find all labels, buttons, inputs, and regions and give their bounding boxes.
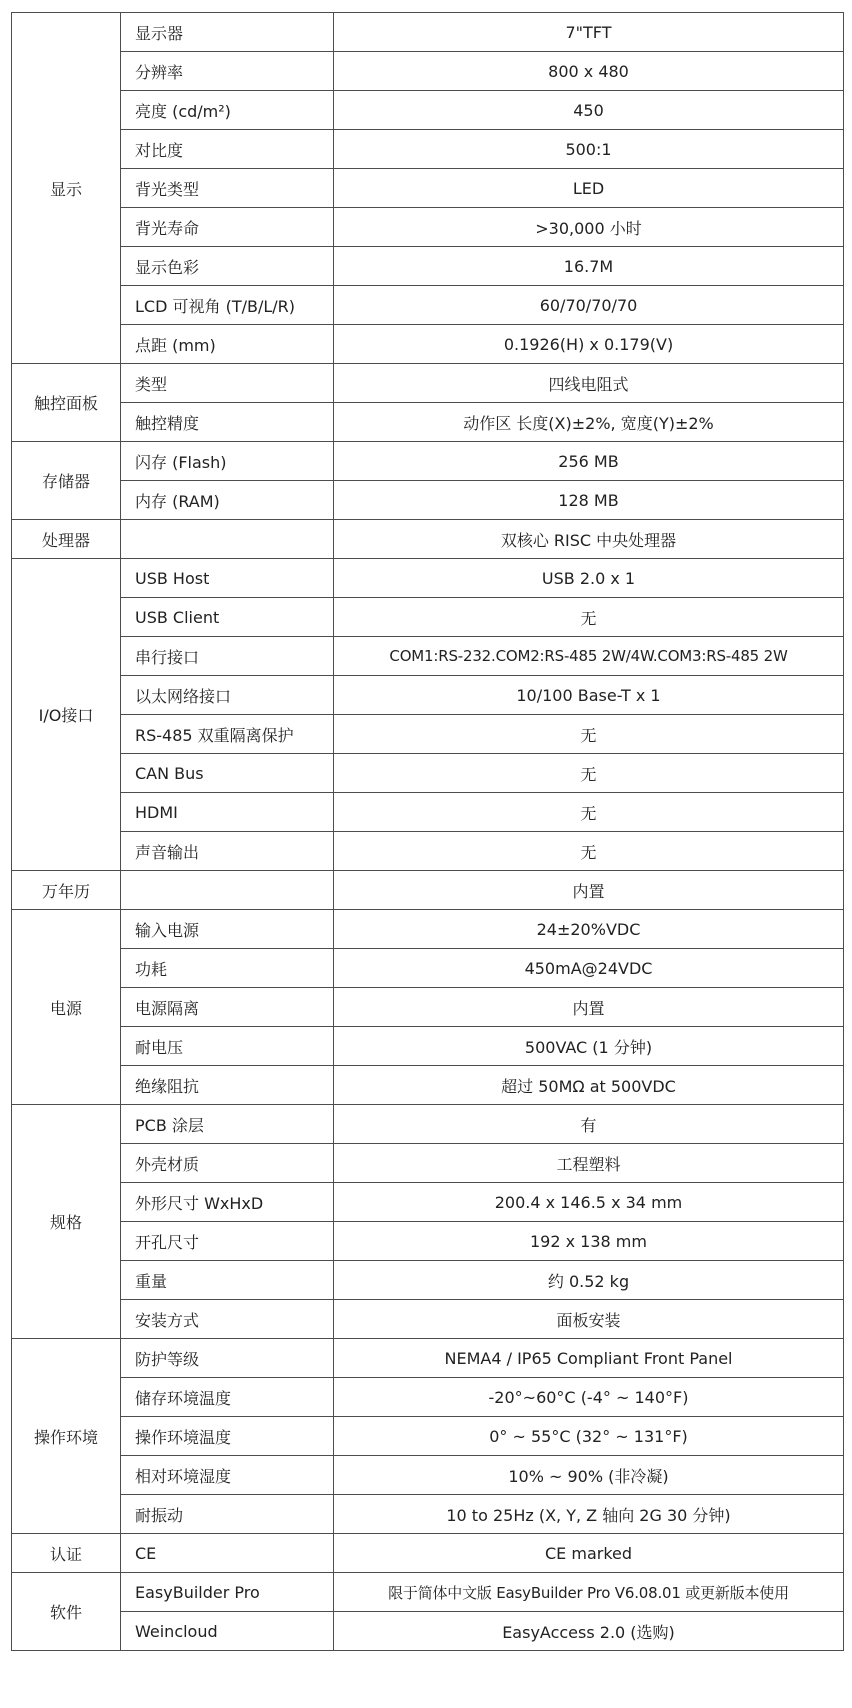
- table-row: [12, 442, 844, 481]
- spec-value: 0° ~ 55°C (32° ~ 131°F): [334, 1417, 844, 1456]
- spec-value: 无: [334, 832, 844, 871]
- spec-label: 储存环境温度: [121, 1378, 334, 1417]
- spec-label: 显示色彩: [121, 247, 334, 286]
- spec-value: 450mA@24VDC: [334, 949, 844, 988]
- table-row: [12, 1456, 844, 1495]
- category-cell: 处理器: [12, 520, 121, 559]
- table-row: [12, 715, 844, 754]
- table-row: [12, 1261, 844, 1300]
- spec-value: 动作区 长度(X)±2%, 宽度(Y)±2%: [334, 403, 844, 442]
- spec-label: 背光寿命: [121, 208, 334, 247]
- spec-label: 闪存 (Flash): [121, 442, 334, 481]
- table-row: [12, 1339, 844, 1378]
- table-row: [12, 1066, 844, 1105]
- table-row: [12, 364, 844, 403]
- spec-value: 约 0.52 kg: [334, 1261, 844, 1300]
- table-row: [12, 1417, 844, 1456]
- table-row: [12, 481, 844, 520]
- spec-label: CE: [121, 1534, 334, 1573]
- table-row: [12, 754, 844, 793]
- table-row: [12, 832, 844, 871]
- spec-value: LED: [334, 169, 844, 208]
- spec-label: 耐振动: [121, 1495, 334, 1534]
- spec-value: 60/70/70/70: [334, 286, 844, 325]
- category-cell: 规格: [12, 1105, 121, 1339]
- table-row: [12, 130, 844, 169]
- table-row: [12, 1534, 844, 1573]
- table-row: [12, 559, 844, 598]
- table-row: [12, 793, 844, 832]
- spec-table: [11, 12, 844, 1651]
- table-row: [12, 169, 844, 208]
- table-row: [12, 1612, 844, 1651]
- table-row: [12, 1495, 844, 1534]
- spec-value: 10 to 25Hz (X, Y, Z 轴向 2G 30 分钟): [334, 1495, 844, 1534]
- spec-value: 内置: [334, 871, 844, 910]
- spec-label: 重量: [121, 1261, 334, 1300]
- spec-label: 内存 (RAM): [121, 481, 334, 520]
- spec-value: 无: [334, 598, 844, 637]
- spec-value: 128 MB: [334, 481, 844, 520]
- table-row: [12, 1378, 844, 1417]
- spec-label: 点距 (mm): [121, 325, 334, 364]
- table-row: [12, 325, 844, 364]
- table-row: [12, 1144, 844, 1183]
- spec-label: 串行接口: [121, 637, 334, 676]
- spec-value: 双核心 RISC 中央处理器: [334, 520, 844, 559]
- spec-label: USB Host: [121, 559, 334, 598]
- table-row: [12, 1300, 844, 1339]
- category-cell: 显示: [12, 13, 121, 364]
- spec-label: 以太网络接口: [121, 676, 334, 715]
- spec-value: CE marked: [334, 1534, 844, 1573]
- table-row: [12, 988, 844, 1027]
- table-row: [12, 520, 844, 559]
- spec-value: 超过 50MΩ at 500VDC: [334, 1066, 844, 1105]
- spec-label: 相对环境湿度: [121, 1456, 334, 1495]
- spec-value: 内置: [334, 988, 844, 1027]
- spec-label: 电源隔离: [121, 988, 334, 1027]
- spec-value: 16.7M: [334, 247, 844, 286]
- table-row: [12, 598, 844, 637]
- category-cell: 操作环境: [12, 1339, 121, 1534]
- spec-value: 限于简体中文版 EasyBuilder Pro V6.08.01 或更新版本使用: [334, 1573, 844, 1612]
- category-cell: 电源: [12, 910, 121, 1105]
- table-row: [12, 13, 844, 52]
- spec-label: 亮度 (cd/m²): [121, 91, 334, 130]
- table-row: [12, 871, 844, 910]
- spec-value: 无: [334, 754, 844, 793]
- spec-value: 面板安装: [334, 1300, 844, 1339]
- table-row: [12, 1573, 844, 1612]
- table-row: [12, 91, 844, 130]
- spec-label: 类型: [121, 364, 334, 403]
- spec-label: 防护等级: [121, 1339, 334, 1378]
- spec-label: 显示器: [121, 13, 334, 52]
- spec-label: 外壳材质: [121, 1144, 334, 1183]
- spec-label: 耐电压: [121, 1027, 334, 1066]
- spec-value: 500VAC (1 分钟): [334, 1027, 844, 1066]
- spec-label: 安装方式: [121, 1300, 334, 1339]
- spec-value: 200.4 x 146.5 x 34 mm: [334, 1183, 844, 1222]
- spec-label: 开孔尺寸: [121, 1222, 334, 1261]
- table-row: [12, 1222, 844, 1261]
- spec-label: 触控精度: [121, 403, 334, 442]
- spec-label: 分辨率: [121, 52, 334, 91]
- spec-label: [121, 520, 334, 559]
- table-row: [12, 676, 844, 715]
- spec-value: 24±20%VDC: [334, 910, 844, 949]
- spec-label: RS-485 双重隔离保护: [121, 715, 334, 754]
- table-row: [12, 949, 844, 988]
- spec-label: 对比度: [121, 130, 334, 169]
- spec-label: USB Client: [121, 598, 334, 637]
- spec-value: 7"TFT: [334, 13, 844, 52]
- spec-label: 绝缘阻抗: [121, 1066, 334, 1105]
- spec-value: >30,000 小时: [334, 208, 844, 247]
- spec-value: 256 MB: [334, 442, 844, 481]
- spec-label: 外形尺寸 WxHxD: [121, 1183, 334, 1222]
- spec-value: COM1:RS-232.COM2:RS-485 2W/4W.COM3:RS-485 2W: [334, 637, 844, 676]
- spec-value: 有: [334, 1105, 844, 1144]
- spec-label: Weincloud: [121, 1612, 334, 1651]
- spec-label: 功耗: [121, 949, 334, 988]
- spec-value: USB 2.0 x 1: [334, 559, 844, 598]
- spec-value: 无: [334, 715, 844, 754]
- spec-table-body: [12, 13, 844, 1651]
- spec-value: NEMA4 / IP65 Compliant Front Panel: [334, 1339, 844, 1378]
- spec-value: 10/100 Base-T x 1: [334, 676, 844, 715]
- table-row: [12, 1105, 844, 1144]
- table-row: [12, 52, 844, 91]
- table-row: [12, 403, 844, 442]
- category-cell: 万年历: [12, 871, 121, 910]
- spec-label: 操作环境温度: [121, 1417, 334, 1456]
- category-cell: 认证: [12, 1534, 121, 1573]
- spec-label: HDMI: [121, 793, 334, 832]
- spec-label: 背光类型: [121, 169, 334, 208]
- spec-value: 450: [334, 91, 844, 130]
- spec-value: 0.1926(H) x 0.179(V): [334, 325, 844, 364]
- category-cell: 软件: [12, 1573, 121, 1651]
- table-row: [12, 910, 844, 949]
- category-cell: 存储器: [12, 442, 121, 520]
- spec-value: EasyAccess 2.0 (选购): [334, 1612, 844, 1651]
- table-row: [12, 247, 844, 286]
- spec-value: 四线电阻式: [334, 364, 844, 403]
- spec-value: 800 x 480: [334, 52, 844, 91]
- spec-label: [121, 871, 334, 910]
- spec-value: 192 x 138 mm: [334, 1222, 844, 1261]
- table-row: [12, 286, 844, 325]
- spec-value: 10% ~ 90% (非冷凝): [334, 1456, 844, 1495]
- table-row: [12, 208, 844, 247]
- spec-value: -20°~60°C (-4° ~ 140°F): [334, 1378, 844, 1417]
- spec-value: 工程塑料: [334, 1144, 844, 1183]
- table-row: [12, 1183, 844, 1222]
- spec-label: PCB 涂层: [121, 1105, 334, 1144]
- spec-label: LCD 可视角 (T/B/L/R): [121, 286, 334, 325]
- spec-value: 无: [334, 793, 844, 832]
- spec-label: 输入电源: [121, 910, 334, 949]
- table-row: [12, 637, 844, 676]
- category-cell: 触控面板: [12, 364, 121, 442]
- spec-label: 声音输出: [121, 832, 334, 871]
- spec-value: 500:1: [334, 130, 844, 169]
- spec-label: CAN Bus: [121, 754, 334, 793]
- spec-label: EasyBuilder Pro: [121, 1573, 334, 1612]
- table-row: [12, 1027, 844, 1066]
- category-cell: I/O接口: [12, 559, 121, 871]
